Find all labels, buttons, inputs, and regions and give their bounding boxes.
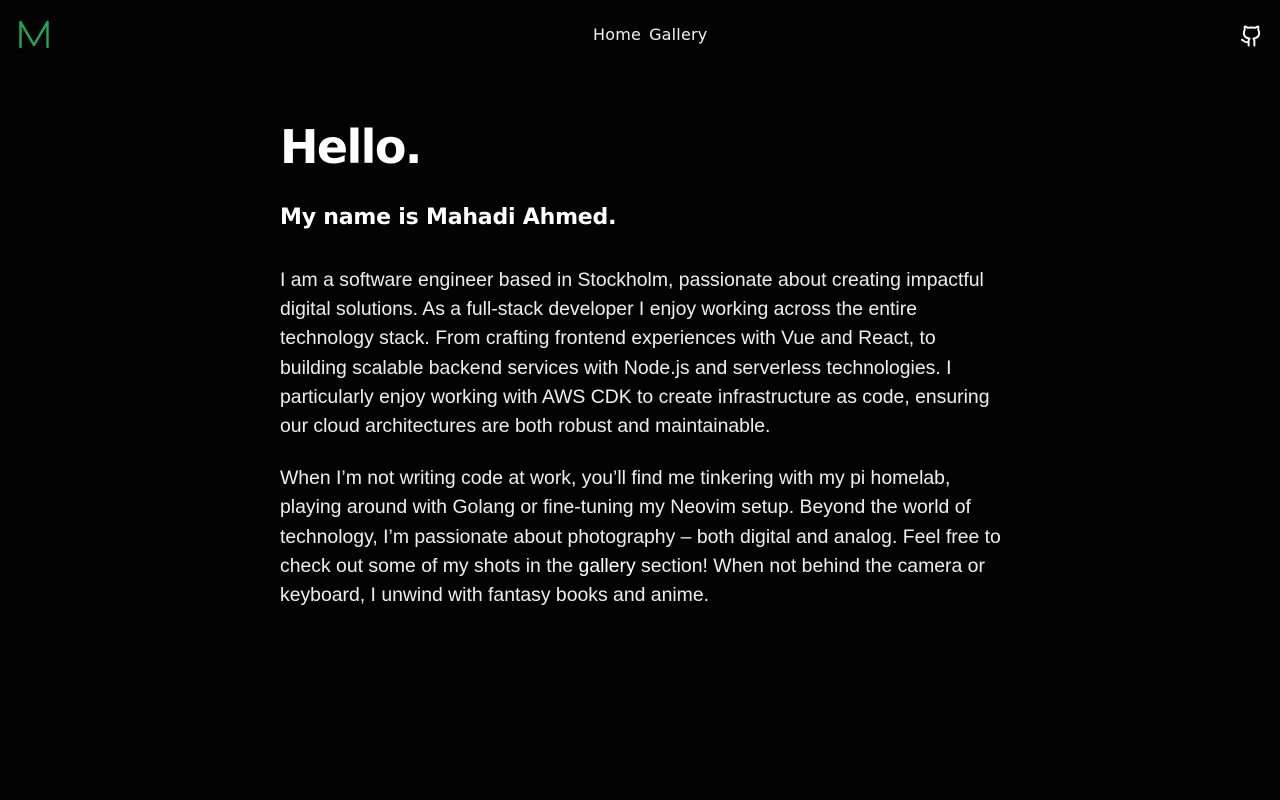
hobbies-text-start: When I’m not writing code at work, you’ll find me tinkering with my pi homelab, playing around with Golang or fine-tuning my Neovim setup. Beyond the world of technology, I’m passionate about photography – both digital and analog. Feel free to check out some of my shots in the <box>280 467 1001 577</box>
intro-subtitle: My name is Mahadi Ahmed. <box>280 205 617 230</box>
gallery-inline-link[interactable]: gallery <box>578 554 636 577</box>
nav-gallery[interactable]: Gallery <box>649 25 708 44</box>
mahadi-monogram-logo-icon[interactable] <box>18 19 50 49</box>
main-nav <box>593 25 707 45</box>
site-header <box>0 0 1280 70</box>
about-paragraph-work: I am a software engineer based in Stockholm, passionate about creating impactful digital solutions. As a full-stack developer I enjoy working across the entire technology stack. From crafting frontend experiences with Vue and React, to building scalable backend services with Node.js and serverless technologies. I particularly enjoy working with AWS CDK to create infrastructure as code, ensuring our cloud architectures are both robust and maintainable. <box>280 269 990 438</box>
main-content <box>280 118 1004 610</box>
about-paragraph-hobbies <box>280 464 1004 610</box>
page-title: Hello. <box>280 120 421 174</box>
nav-home[interactable]: Home <box>593 25 642 44</box>
github-icon[interactable] <box>1240 24 1263 48</box>
hobbies-text-end: section! When not behind the camera or keyboard, I unwind with fantasy books and anime. <box>280 554 985 607</box>
